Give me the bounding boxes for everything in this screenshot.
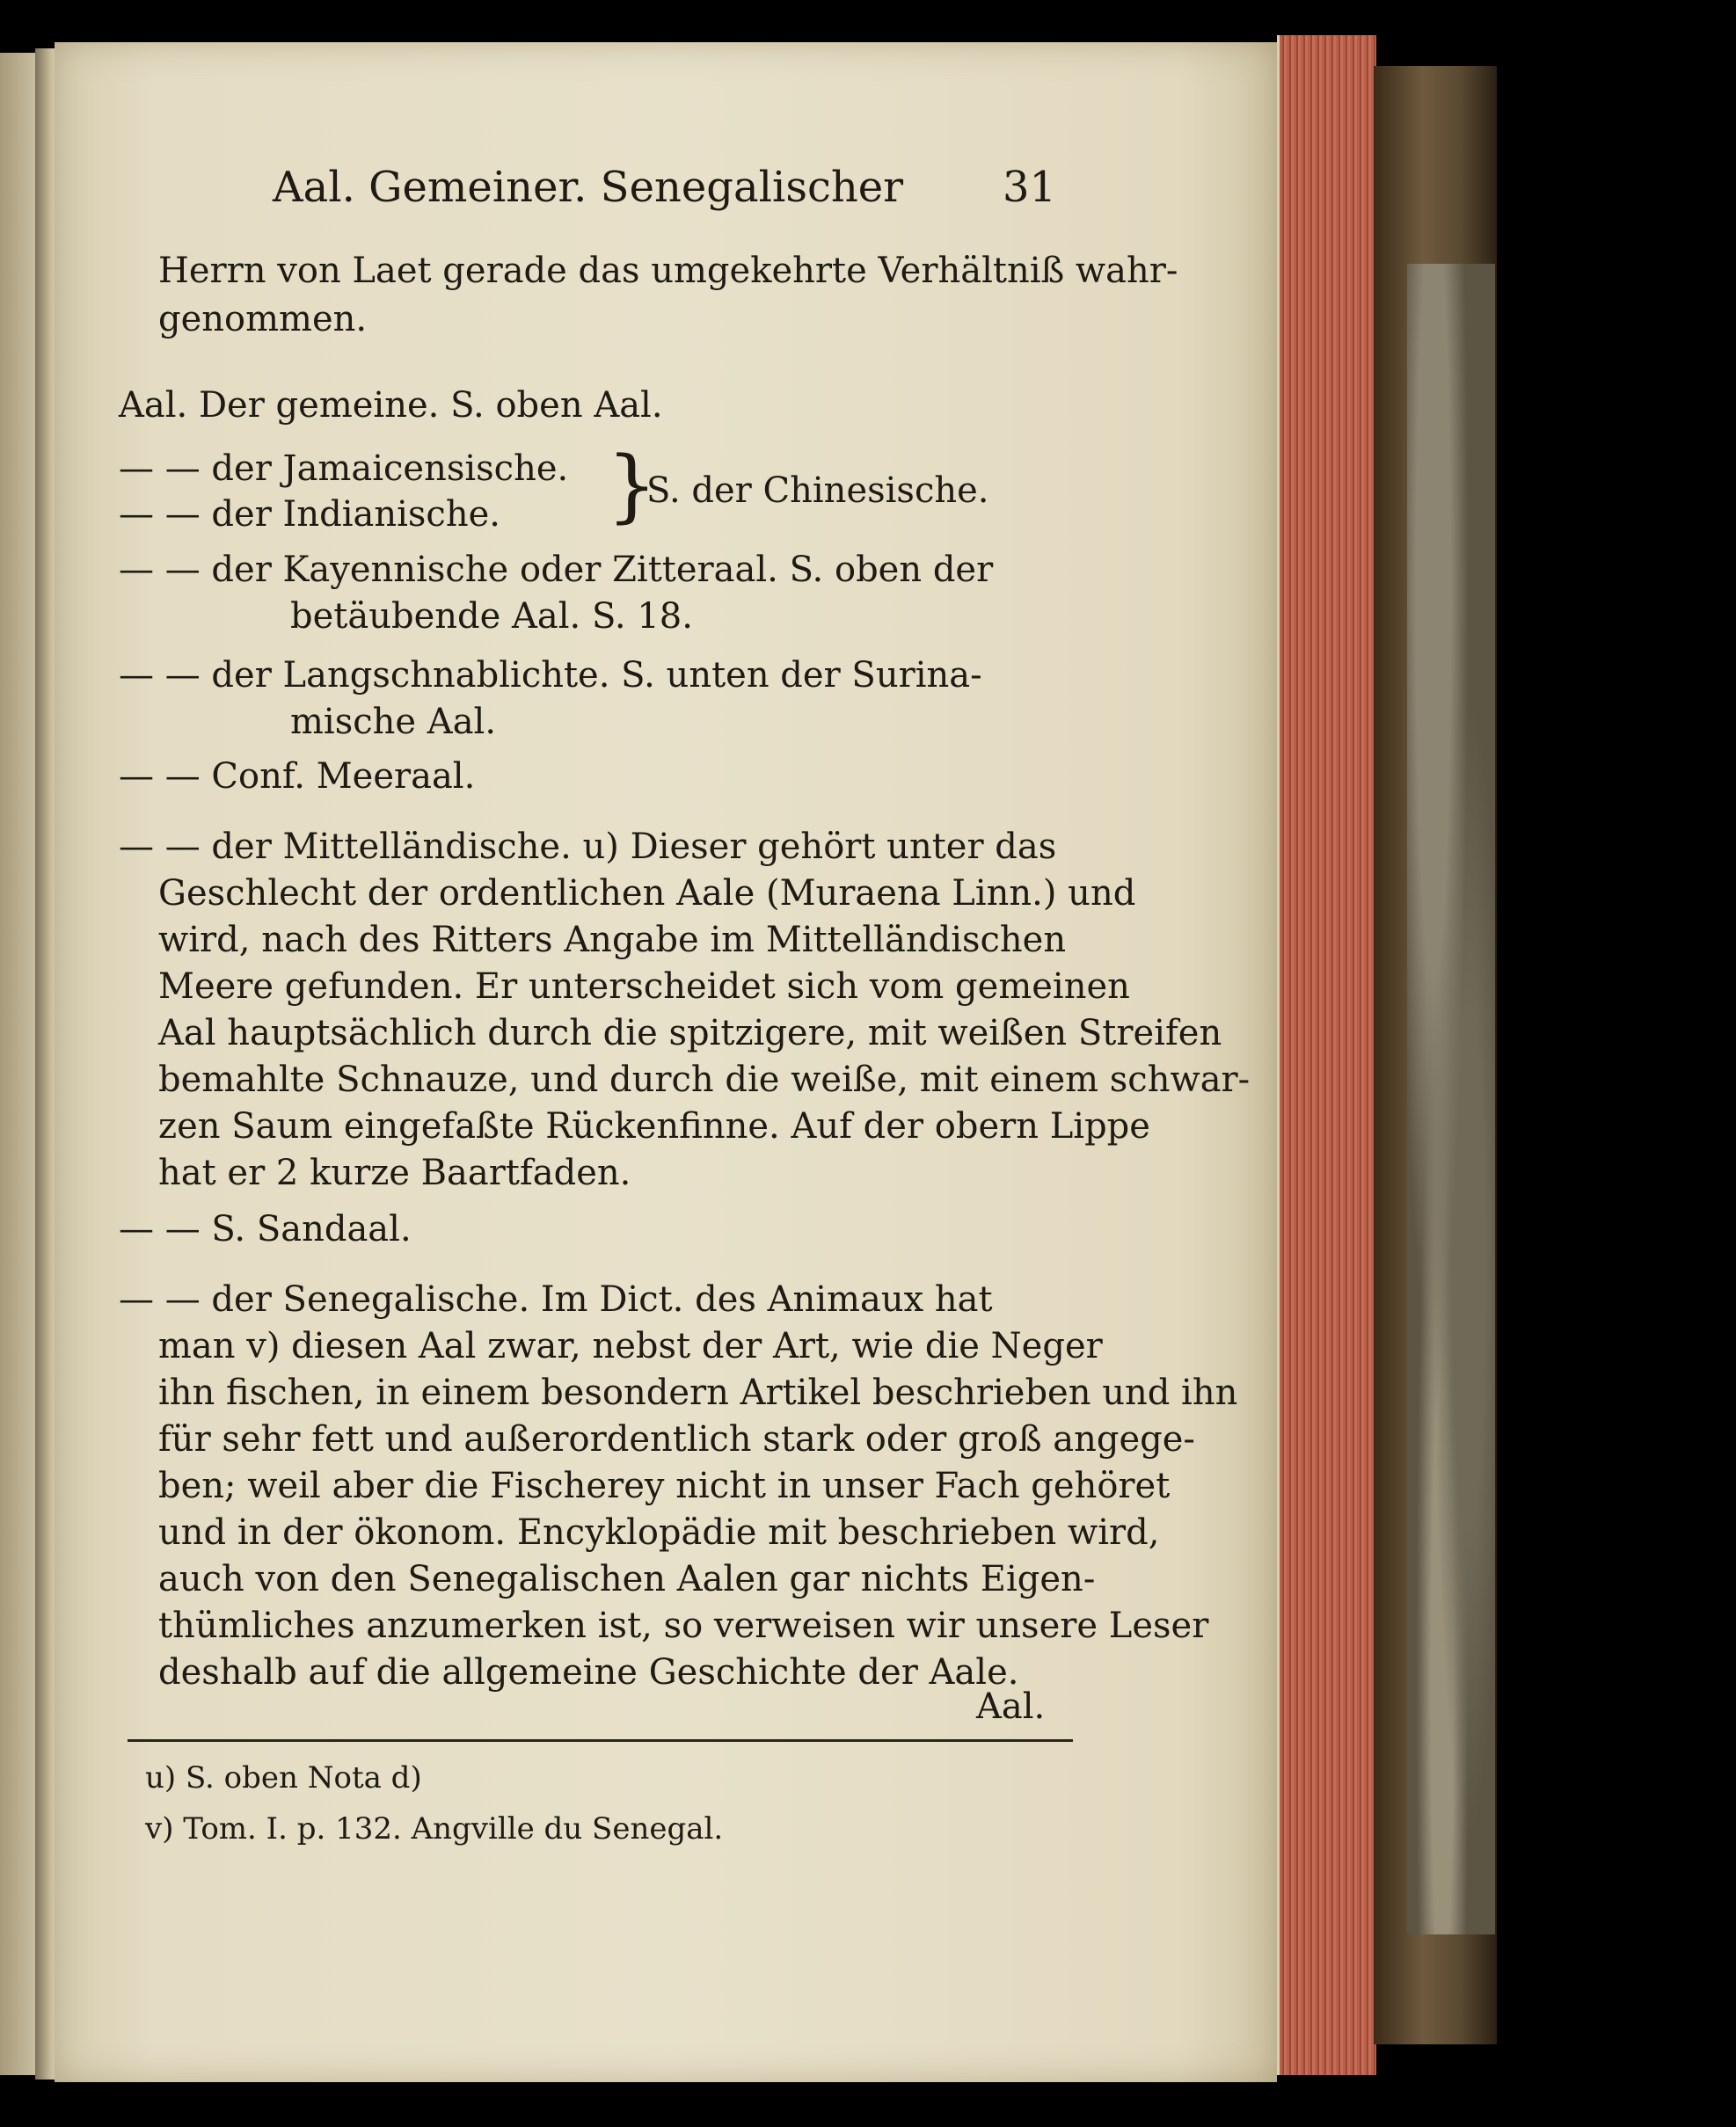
- text-line: Herrn von Laet gerade das umgekehrte Verhältniß wahr-: [158, 251, 1178, 291]
- text-line: auch von den Senegalischen Aalen gar nichts Eigen-: [158, 1559, 1096, 1599]
- text-line: für sehr fett und außerordentlich stark oder groß angege-: [158, 1419, 1195, 1460]
- text-line: zen Saum eingefaßte Rückenfinne. Auf der obern Lippe: [158, 1106, 1150, 1147]
- text-line: thümliches anzumerken ist, so verweisen wir unsere Leser: [158, 1606, 1209, 1646]
- footnote: u) S. oben Nota d): [145, 1760, 422, 1796]
- entry-line: Aal. Der gemeine. S. oben Aal.: [119, 385, 663, 426]
- entry-line: S. der Chinesische.: [646, 470, 989, 511]
- text-line: ben; weil aber die Fischerey nicht in unser Fach gehöret: [158, 1466, 1171, 1506]
- text-line: man v) diesen Aal zwar, nebst der Art, wie die Neger: [158, 1326, 1103, 1366]
- entry-line: betäubende Aal. S. 18.: [290, 596, 693, 637]
- text-line: deshalb auf die allgemeine Geschichte der Aale.: [158, 1652, 1019, 1693]
- entry-line: — — der Kayennische oder Zitteraal. S. oben der: [119, 550, 994, 590]
- footnote-rule: [128, 1739, 1073, 1742]
- page-number: 31: [1003, 163, 1057, 212]
- footnote: v) Tom. I. p. 132. Angville du Senegal.: [145, 1811, 724, 1847]
- text-line: hat er 2 kurze Baartfaden.: [158, 1153, 631, 1193]
- text-line: wird, nach des Ritters Angabe im Mittelländischen: [158, 920, 1067, 960]
- entry-line: — — der Jamaicensische.: [119, 448, 569, 489]
- entry-line: — — S. Sandaal.: [119, 1209, 412, 1249]
- marbled-cover: [1407, 264, 1495, 1934]
- text-line: und in der ökonom. Encyklopädie mit beschrieben wird,: [158, 1512, 1160, 1553]
- text-line: Meere gefunden. Er unterscheidet sich vom gemeinen: [158, 966, 1130, 1007]
- entry-line: — — der Mittelländische. u) Dieser gehört unter das: [119, 827, 1057, 867]
- entry-line: — — Conf. Meeraal.: [119, 756, 476, 797]
- text-line: Geschlecht der ordentlichen Aale (Muraena Linn.) und: [158, 873, 1136, 914]
- entry-line: — — der Langschnablichte. S. unten der Surina-: [119, 655, 982, 696]
- entry-line: mische Aal.: [290, 702, 497, 742]
- text-line: ihn fischen, in einem besondern Artikel beschrieben und ihn: [158, 1373, 1238, 1413]
- entry-line: — — der Senegalische. Im Dict. des Animaux hat: [119, 1279, 993, 1320]
- text-line: Aal hauptsächlich durch die spitzigere, mit weißen Streifen: [158, 1013, 1222, 1053]
- catchword: Aal.: [976, 1686, 1046, 1727]
- running-header: Aal. Gemeiner. Senegalischer: [273, 163, 904, 212]
- page-block-edge: [1277, 35, 1376, 2075]
- brace: }: [607, 440, 658, 532]
- entry-line: — — der Indianische.: [119, 494, 500, 535]
- text-line: genommen.: [158, 299, 368, 339]
- text-line: bemahlte Schnauze, und durch die weiße, mit einem schwar-: [158, 1060, 1251, 1100]
